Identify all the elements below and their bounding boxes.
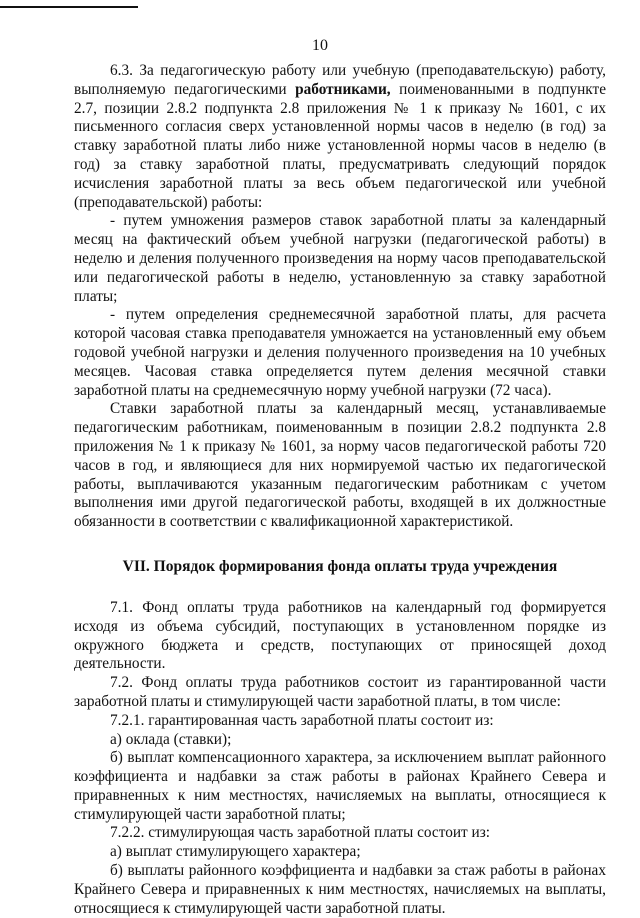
- paragraph-7-2-1: 7.2.1. гарантированная часть заработной платы состоит из:: [110, 711, 494, 729]
- list-item-7-2-1-a: а) оклада (ставки);: [110, 730, 232, 748]
- paragraph-6-3-start: 6.3. За педагогическую работу или учебную (преподавательскую) работу, выполняемую педагогическими: [74, 62, 606, 98]
- list-item-7-2-2-a: а) выплат стимулирующего характера;: [110, 843, 361, 861]
- paragraph-6-3: [74, 62, 606, 212]
- paragraph-rates-720-hours: Ставки заработной платы за календарный месяц, устанавливаемые педагогическим работникам, поименованным в позиции 2.8.2 подпункта 2.8 приложения № 1 к приказу № 1601, за норму часов педагогической работы 720 часов в год, и являющиеся для них нормируемой частью их педагогической работы, выплачиваются указанным педагогическим работникам с учетом выполнения ими другой педагогической работы, входящей в их должностные обязанности в соответствии с квалификационной характеристикой.: [74, 400, 606, 531]
- top-rule-line: [0, 6, 138, 8]
- document-body: [74, 62, 606, 918]
- paragraph-7-2-2: 7.2.2. стимулирующая часть заработной платы состоит из:: [110, 824, 491, 842]
- section-7-heading: VII. Порядок формирования фонда оплаты труда учреждения: [122, 557, 558, 575]
- paragraph-6-3-bold-word: работниками,: [295, 80, 391, 98]
- list-item-multiplication-method: - путем умножения размеров ставок заработной платы за календарный месяц на фактический объем учебной нагрузки (педагогической работы) в неделю и деления полученного произведения на норму часов преподавательской или педагогической работы в неделю, установленную за ставку заработной платы;: [74, 212, 606, 305]
- paragraph-7-2: 7.2. Фонд оплаты труда работников состоит из гарантированной части заработной платы и стимулирующей части заработной платы, в том числе:: [74, 674, 606, 710]
- paragraph-7-1: 7.1. Фонд оплаты труда работников на календарный год формируется исходя из объема субсидий, поступающих в установленном порядке из окружного бюджета и средств, поступающих от приносящей доход деятельности.: [74, 598, 606, 673]
- paragraph-6-3-end: поименованными в подпункте 2.7, позиции 2.8.2 подпункта 2.8 приложения № 1 к приказу № 1601, с их письменного согласия сверх установленной нормы часов в неделю (в год) за ставку заработной платы либо ниже установленной нормы часов в неделю (в год) за ставку заработной платы, предусматривать следующий порядок исчисления заработной платы за весь объем педагогической или учебной (преподавательской) работы:: [74, 80, 606, 211]
- page-number: 10: [312, 37, 328, 54]
- list-item-7-2-2-b: б) выплаты районного коэффициента и надбавки за стаж работы в районах Крайнего Севера и приравненных к ним местностях, начисляемых на выплаты, относящиеся к стимулирующей части заработной платы.: [74, 862, 606, 917]
- list-item-average-monthly-method: - путем определения среднемесячной заработной платы, для расчета которой часовая ставка преподавателя умножается на установленный ему объем годовой учебной нагрузки и деления полученного произведения на 10 учебных месяцев. Часовая ставка определяется путем деления месячной ставки заработной платы на среднемесячную норму учебной нагрузки (72 часа).: [74, 306, 606, 399]
- list-item-7-2-1-b: б) выплат компенсационного характера, за исключением выплат районного коэффициента и надбавки за стаж работы в районах Крайнего Севера и приравненных к ним местностях, начисляемых на выплаты, относящиеся к стимулирующей части заработной платы;: [74, 749, 606, 823]
